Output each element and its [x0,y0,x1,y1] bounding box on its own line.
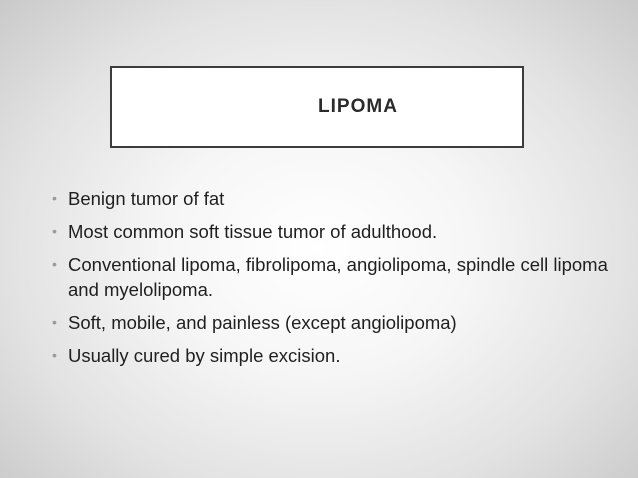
bullet-text: Most common soft tissue tumor of adulthood. [68,221,438,242]
bullet-icon: • [52,223,57,239]
bullet-icon: • [52,347,57,363]
bullet-item [52,252,612,302]
bullet-item [52,310,612,335]
bullet-text: Soft, mobile, and painless (except angiolipoma) [68,312,457,333]
bullet-item [52,186,612,211]
bullet-item [52,219,612,244]
slide-title: LIPOMA [318,96,398,117]
bullet-item [52,343,612,368]
bullet-icon: • [52,190,57,206]
bullet-icon: • [52,314,57,330]
bullet-text: Usually cured by simple excision. [68,345,341,366]
title-box [110,66,524,148]
bullet-text: Conventional lipoma, fibrolipoma, angiolipoma, spindle cell lipoma and myelolipoma. [68,254,608,300]
bullet-text: Benign tumor of fat [68,188,225,209]
bullet-list [52,186,612,376]
bullet-icon: • [52,256,57,272]
